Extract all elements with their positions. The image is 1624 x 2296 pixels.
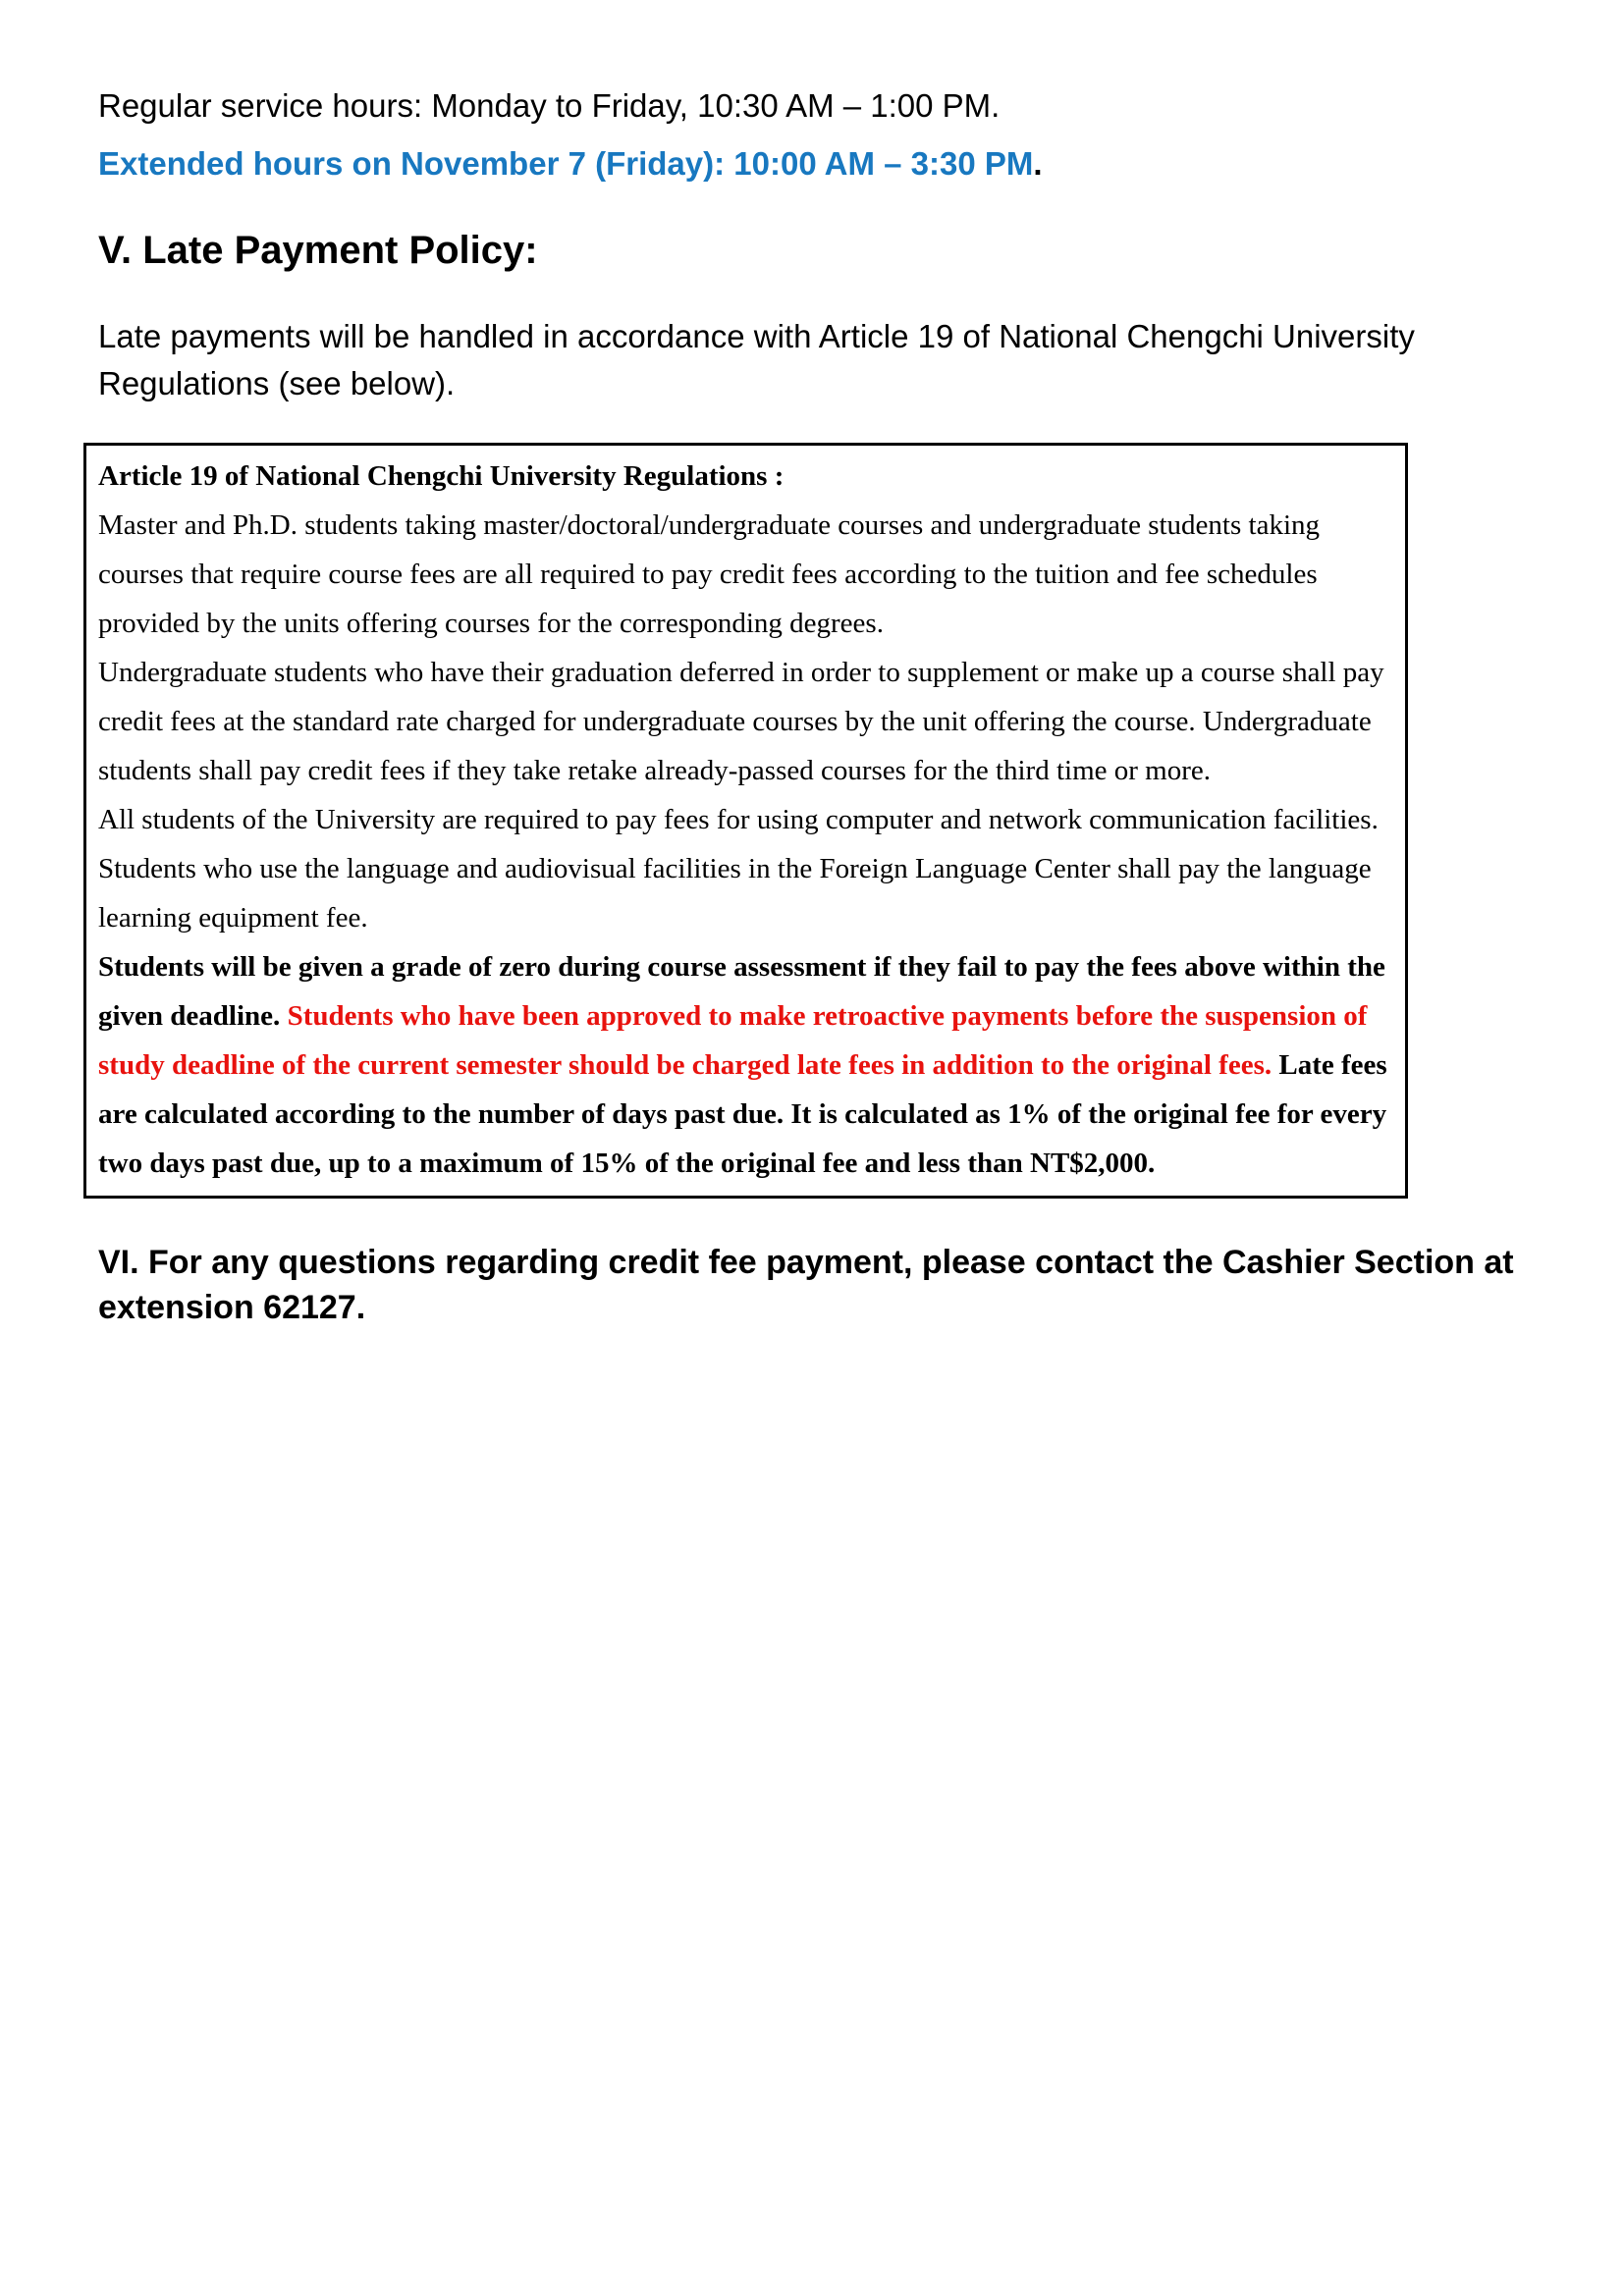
extended-hours-text: Extended hours on November 7 (Friday): 10:00 AM – 3:30 PM [98,145,1034,182]
regulation-paragraph-1: Master and Ph.D. students taking master/doctoral/undergraduate courses and undergraduate students taking courses that require course fees are all required to pay credit fees according to the tuition and fee schedules provided by the units offering courses for the corresponding degrees. [98,509,1320,639]
regulation-warning-paragraph [98,942,1391,1188]
warning-red-emphasis: Students who have been approved to make retroactive payments before the suspension of study deadline of the current semester should be charged late fees in addition to the original fees. [98,1000,1368,1081]
extended-hours-period: . [1033,145,1043,182]
section-v-paragraph: Late payments will be handled in accordance with Article 19 of National Chengchi University Regulations (see below). [98,318,1415,401]
section-vi-heading: VI. For any questions regarding credit fee payment, please contact the Cashier Section at extension 62127. [98,1244,1514,1326]
regulation-box-title: Article 19 of National Chengchi University Regulations : [98,460,785,492]
regulation-paragraph-2: Undergraduate students who have their graduation deferred in order to supplement or make up a course shall pay credit fees at the standard rate charged for undergraduate courses by the unit offering the course. Undergraduate students shall pay credit fees if they take retake already-passed courses for the third time or more. [98,657,1384,786]
extended-hours-line [98,144,1526,184]
regular-service-hours-text: Regular service hours: Monday to Friday, 10:30 AM – 1:00 PM. [98,87,1001,124]
warning-black-lead: Students will be given a grade of zero during course assessment if they fail to pay the fees above within the given deadline. [98,951,1385,1032]
warning-black-tail: Late fees are calculated according to the number of days past due. It is calculated as 1% of the original fee for every two days past due, up to a maximum of 15% of the original fee and less than NT$2,000. [98,1049,1387,1179]
regulation-paragraph-3: All students of the University are required to pay fees for using computer and network communication facilities. Students who use the language and audiovisual facilities in the Foreign Language Center shall pay the language learning equipment fee. [98,804,1379,934]
regulation-box [83,443,1408,1199]
section-v-heading: V. Late Payment Policy: [98,229,538,272]
